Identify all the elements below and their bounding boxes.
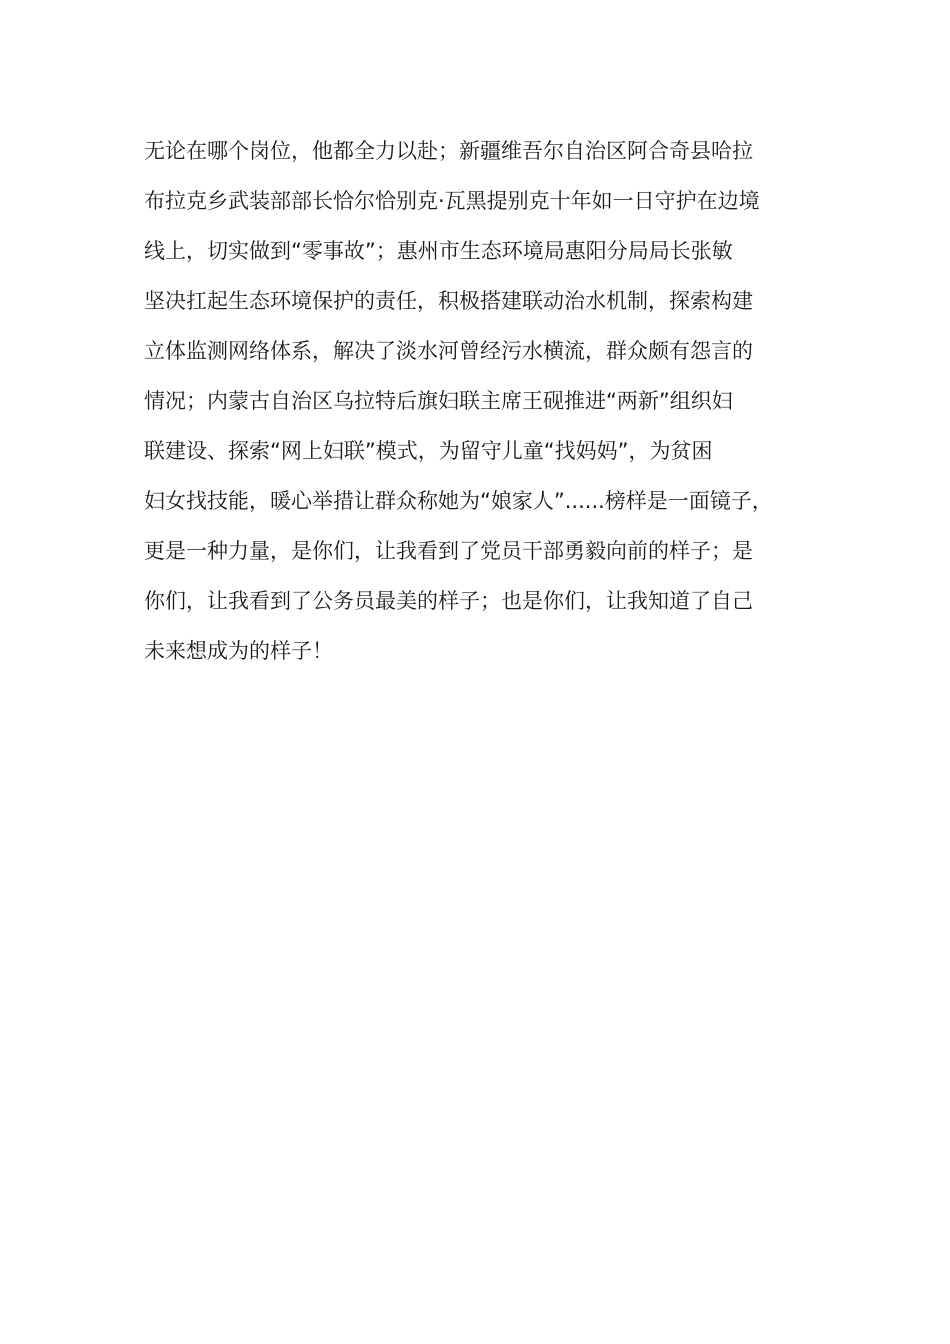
paragraph-line: 布拉克乡武装部部长恰尔恰别克·瓦黑提别克十年如一日守护在边境 — [144, 189, 760, 213]
paragraph-line: 更是一种力量，是你们，让我看到了党员干部勇毅向前的样子；是 — [144, 539, 753, 563]
paragraph-line: 未来想成为的样子！ — [144, 639, 333, 663]
paragraph-line: 无论在哪个岗位，他都全力以赴；新疆维吾尔自治区阿合奇县哈拉 — [144, 139, 753, 163]
paragraph-line: 线上，切实做到“零事故”；惠州市生态环境局惠阳分局局长张敏 — [144, 239, 733, 263]
body-paragraph — [144, 126, 834, 676]
paragraph-line: 情况；内蒙古自治区乌拉特后旗妇联主席王砚推进“两新”组织妇 — [144, 389, 733, 413]
paragraph-line: 联建设、探索“网上妇联”模式，为留守儿童“找妈妈”，为贫困 — [144, 439, 713, 463]
paragraph-line: 坚决扛起生态环境保护的责任，积极搭建联动治水机制，探索构建 — [144, 289, 753, 313]
paragraph-line: 你们，让我看到了公务员最美的样子；也是你们，让我知道了自己 — [144, 589, 753, 613]
paragraph-line: 立体监测网络体系，解决了淡水河曾经污水横流，群众颇有怨言的 — [144, 339, 753, 363]
paragraph-line: 妇女找技能，暖心举措让群众称她为“娘家人”......榜样是一面镜子， — [144, 489, 773, 513]
